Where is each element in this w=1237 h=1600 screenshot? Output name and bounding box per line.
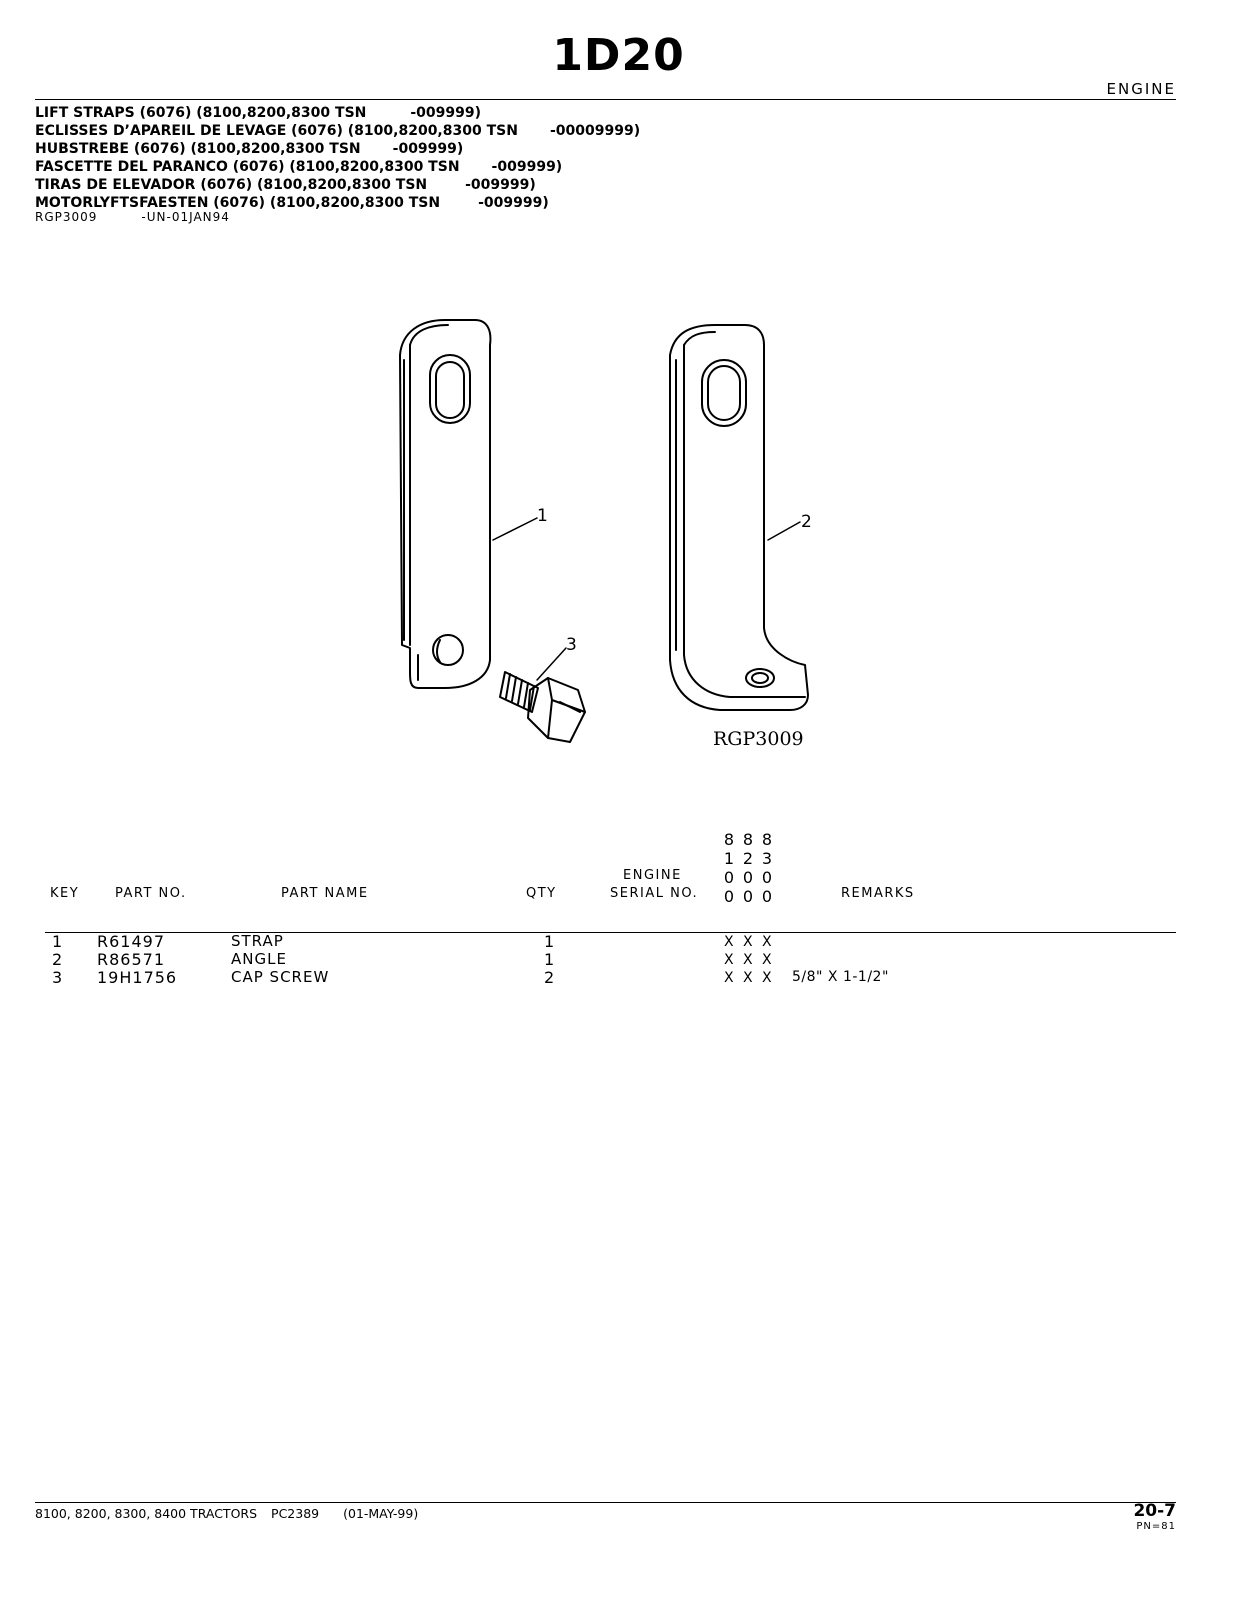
title-line-it: FASCETTE DEL PARANCO (6076) (8100,8200,8300 TSN -009999): [35, 159, 563, 175]
model-column-8200: 8 2 0 0: [742, 830, 754, 906]
col-header-part-name: PART NAME: [281, 886, 369, 901]
table-row-3-mark-8100: X: [724, 970, 735, 986]
table-row-3-qty: 2: [544, 968, 556, 987]
page-pn: PN=81: [1136, 1521, 1176, 1532]
col-header-engine: ENGINE: [623, 868, 682, 883]
table-row-1-part-name: STRAP: [231, 932, 284, 950]
col-header-qty: QTY: [526, 886, 557, 901]
table-row-3-part-no: 19H1756: [97, 968, 178, 987]
table-row-2-qty: 1: [544, 950, 556, 969]
footer-models: 8100, 8200, 8300, 8400 TRACTORS: [35, 1506, 258, 1521]
header-divider: [35, 99, 1176, 100]
model-column-8300: 8 3 0 0: [761, 830, 773, 906]
col-header-serial-no: SERIAL NO.: [610, 886, 699, 901]
table-row-1-mark-8200: X: [743, 934, 754, 950]
table-row-1-part-no: R61497: [97, 932, 166, 951]
title-block: [35, 104, 640, 212]
table-row-2-mark-8100: X: [724, 952, 735, 968]
callout-1: 1: [537, 506, 548, 526]
table-row-2-mark-8300: X: [762, 952, 773, 968]
title-line-en: LIFT STRAPS (6076) (8100,8200,8300 TSN -009999): [35, 105, 482, 121]
callout-3-leader: [537, 648, 566, 680]
callout-2: 2: [801, 512, 812, 532]
angle-drawing: [670, 325, 808, 710]
footer-info: [35, 1506, 418, 1521]
footer-date: (01-MAY-99): [343, 1506, 419, 1521]
table-row-1-mark-8300: X: [762, 934, 773, 950]
figure-code: RGP3009: [35, 210, 98, 224]
strap-drawing: [400, 320, 490, 688]
title-line-fr: ECLISSES D’APAREIL DE LEVAGE (6076) (8100,8200,8300 TSN -00009999): [35, 123, 641, 139]
table-row-2-part-no: R86571: [97, 950, 166, 969]
table-row-1-mark-8100: X: [724, 934, 735, 950]
table-row-2-mark-8200: X: [743, 952, 754, 968]
callout-1-leader: [493, 518, 537, 540]
table-row-3-mark-8200: X: [743, 970, 754, 986]
title-line-es: TIRAS DE ELEVADOR (6076) (8100,8200,8300 TSN -009999): [35, 177, 536, 193]
cap-screw-drawing: [500, 672, 585, 742]
table-row-3-part-name: CAP SCREW: [231, 968, 330, 986]
table-row-3-key: 3: [52, 968, 64, 987]
table-row-2-part-name: ANGLE: [231, 950, 287, 968]
table-row-3-remarks: 5/8" X 1-1/2": [792, 969, 889, 985]
callout-3: 3: [566, 635, 577, 655]
table-row-3-mark-8300: X: [762, 970, 773, 986]
col-header-part-no: PART NO.: [115, 886, 187, 901]
col-header-remarks: REMARKS: [841, 886, 915, 901]
parts-illustration: [380, 300, 860, 770]
table-row-1-qty: 1: [544, 932, 556, 951]
illustration-caption: RGP3009: [713, 728, 804, 750]
footer-catalog: PC2389: [271, 1506, 320, 1521]
footer-divider: [35, 1502, 1176, 1503]
figure-date: -UN-01JAN94: [141, 210, 230, 224]
table-row-1-key: 1: [52, 932, 64, 951]
page-title: 1D20: [552, 30, 685, 81]
title-line-de: HUBSTREBE (6076) (8100,8200,8300 TSN -009999): [35, 141, 464, 157]
col-header-key: KEY: [50, 886, 80, 901]
section-label: ENGINE: [1106, 80, 1176, 98]
page-number: 20-7: [1133, 1501, 1176, 1521]
table-header-divider: [45, 932, 1176, 933]
model-column-8100: 8 1 0 0: [723, 830, 735, 906]
table-row-2-key: 2: [52, 950, 64, 969]
title-line-sv: MOTORLYFTSFAESTEN (6076) (8100,8200,8300 TSN -009999): [35, 195, 549, 211]
callout-2-leader: [768, 522, 800, 540]
figure-reference: [35, 210, 230, 224]
